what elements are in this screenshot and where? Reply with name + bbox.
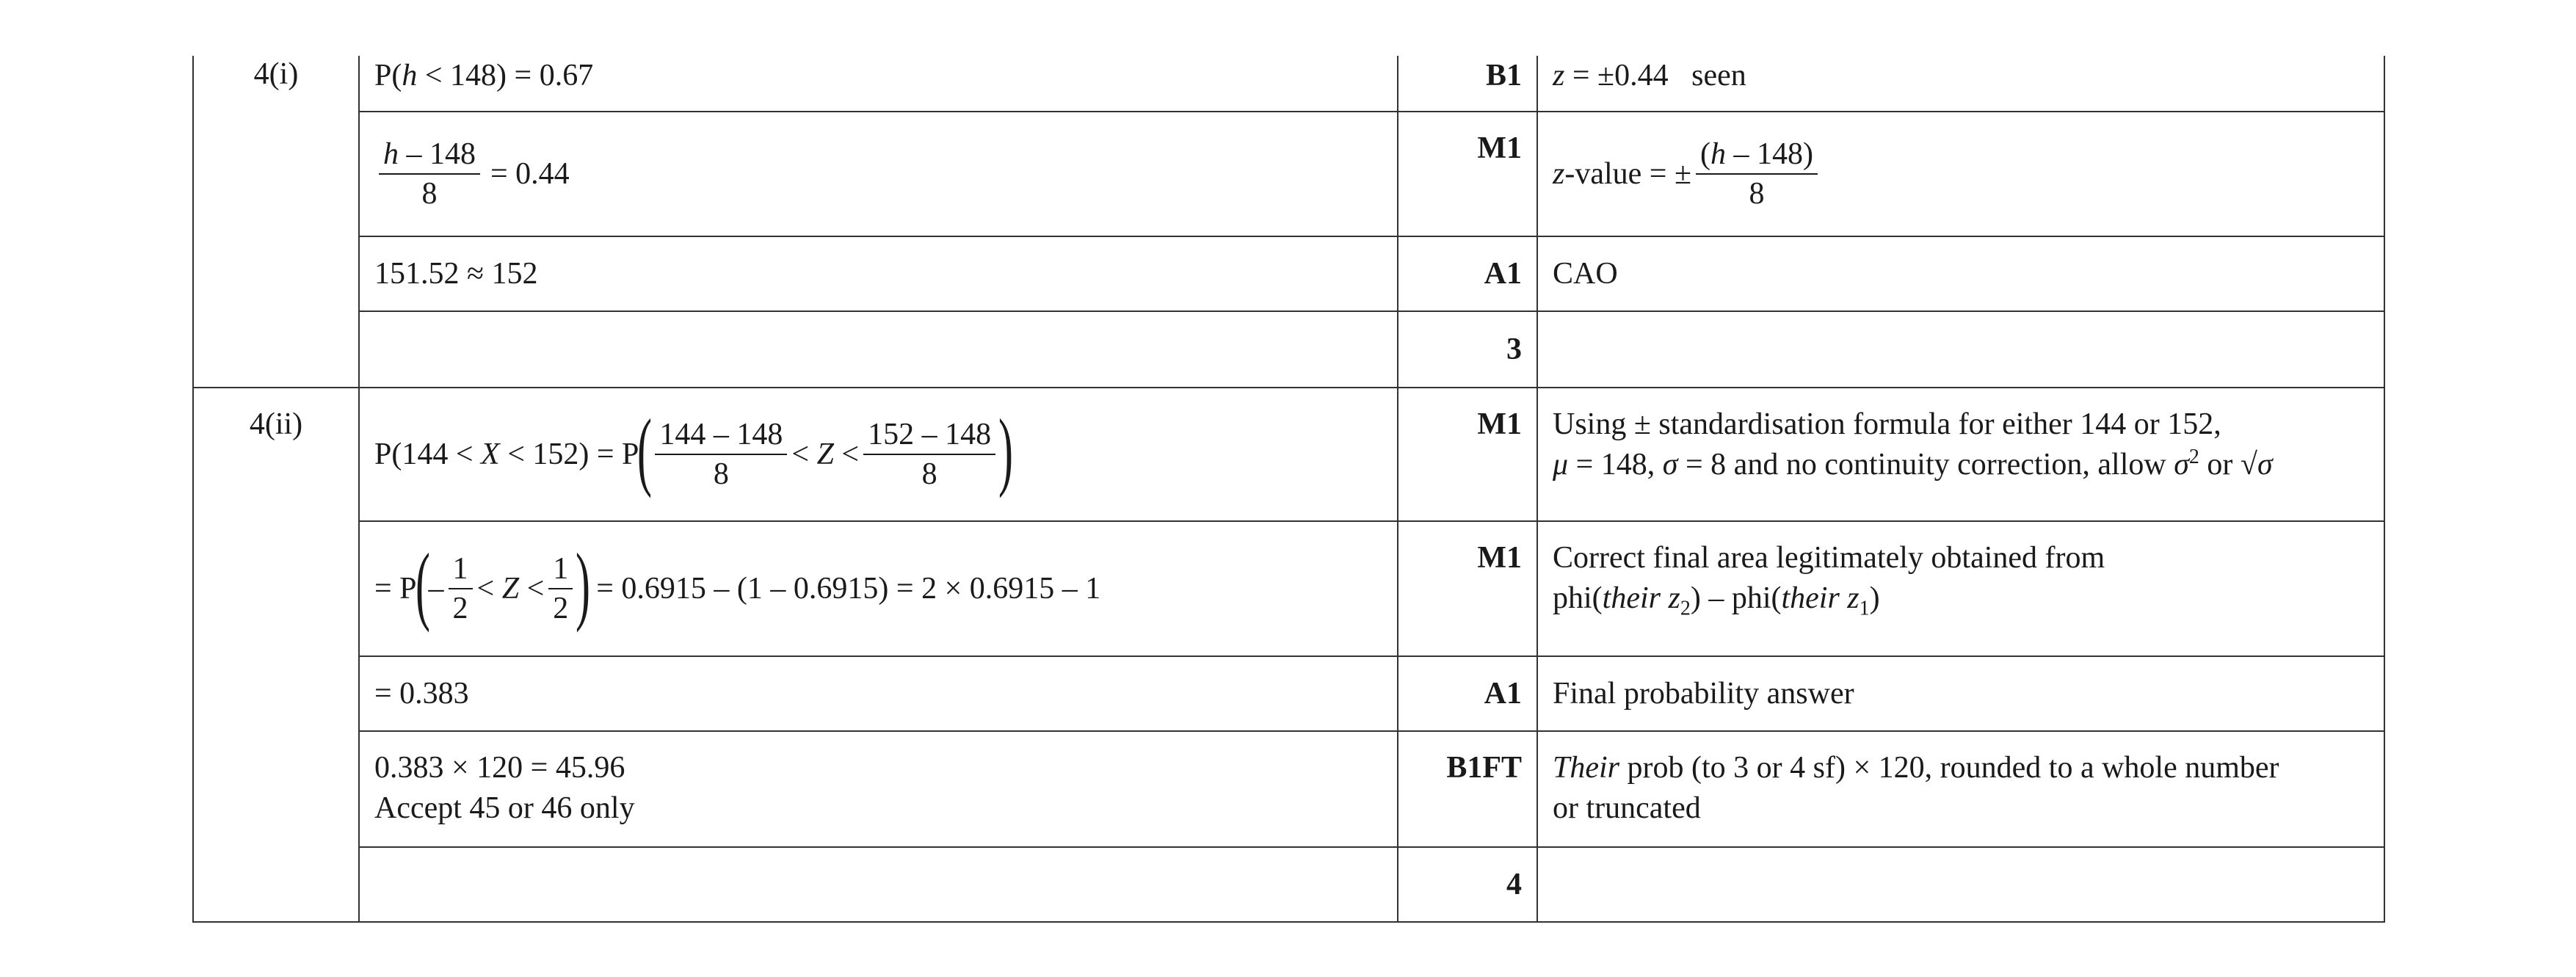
q4i-guid-frac-den: 8 — [1749, 177, 1765, 211]
q4i-answer-3: 151.52 ≈ 152 — [359, 236, 1398, 311]
q4i-total-answer-empty — [359, 311, 1398, 388]
q4i-guidance-1 — [1537, 56, 2384, 112]
q4ii-guidance-1 — [1537, 388, 2384, 521]
q4ii-answer-3: = 0.383 — [359, 656, 1398, 731]
q4ii-mark-1: M1 — [1398, 388, 1537, 521]
q4ii-answer-1 — [359, 388, 1398, 521]
q4ii-r1-frac2-den: 8 — [921, 457, 937, 491]
q4ii-r2-frac2-num: 1 — [548, 551, 573, 589]
q4ii-r1-frac1-num: 144 – 148 — [655, 417, 787, 455]
q4ii-r1-frac1-den: 8 — [713, 457, 729, 491]
q4ii-g1-line2: μ = 148, σ = 8 and no continuity correction, allow $\sigma^2$ or √σ — [1553, 445, 2273, 482]
q4ii-guidance-2 — [1537, 521, 2384, 656]
right-paren: ) — [576, 535, 591, 633]
q4ii-r2-frac2 — [548, 551, 573, 627]
q4ii-total: 4 — [1398, 847, 1537, 922]
q4ii-total-answer-empty — [359, 847, 1398, 922]
q4ii-g4-line2: or truncated — [1553, 791, 1701, 825]
q4ii-total-row — [193, 847, 2384, 922]
q4ii-r2-lhs: = P — [374, 571, 417, 606]
q4ii-r1-frac1 — [655, 417, 787, 493]
q4ii-mark-4: B1FT — [1398, 731, 1537, 847]
q4ii-mark-3: A1 — [1398, 656, 1537, 731]
mark-scheme-table — [192, 56, 2385, 923]
q4i-mark-2: M1 — [1398, 112, 1537, 236]
q4ii-label: 4(ii) — [249, 407, 303, 441]
q4ii-row-1 — [193, 388, 2384, 521]
q4i-fraction — [379, 137, 480, 212]
q4i-mark-1: B1 — [1398, 56, 1537, 112]
q4ii-r1-frac2-num: 152 – 148 — [863, 417, 995, 455]
q4ii-r2-neg: – — [428, 571, 444, 606]
q4ii-r2-frac2-den: 2 — [553, 592, 569, 625]
q4ii-r1-lhs: P(144 < X < 152) = P — [374, 437, 639, 471]
q4ii-mark-2: M1 — [1398, 521, 1537, 656]
q4ii-guidance-4 — [1537, 731, 2384, 847]
q4i-answer-2 — [359, 112, 1398, 236]
q4ii-g1-line1: Using ± standardisation formula for either 144 or 152, — [1553, 407, 2221, 441]
q4ii-g4-line1: Their prob (to 3 or 4 sf) × 120, rounded to a whole number — [1553, 751, 2279, 785]
q4ii-r1-frac2 — [863, 417, 995, 493]
q4ii-total-guidance-empty — [1537, 847, 2384, 922]
q4ii-label-cell — [193, 388, 359, 922]
q4ii-a4-line2: Accept 45 or 46 only — [374, 791, 635, 825]
q4ii-g2-line1: Correct final area legitimately obtained from — [1553, 541, 2105, 575]
q4i-total-guidance-empty — [1537, 311, 2384, 388]
q4ii-r2-frac1-den: 2 — [452, 592, 468, 625]
q4i-guid-prefix: z-value = ± — [1553, 156, 1692, 191]
q4i-label-cell — [193, 56, 359, 388]
q4i-guid-frac-num: (h – 148) — [1696, 137, 1818, 175]
q4i-frac-den: 8 — [421, 177, 438, 211]
q4ii-row-2 — [193, 521, 2384, 656]
q4i-row-1 — [193, 56, 2384, 112]
q4i-row-3 — [193, 236, 2384, 311]
q4i-answer-1 — [359, 56, 1398, 112]
q4ii-guidance-3: Final probability answer — [1537, 656, 2384, 731]
q4ii-r1-mid: < Z < — [791, 437, 860, 471]
q4i-label: 4(i) — [253, 57, 299, 91]
q4i-total: 3 — [1398, 311, 1537, 388]
q4i-guidance-3: CAO — [1537, 236, 2384, 311]
q4i-total-row — [193, 311, 2384, 388]
q4i-guid-fraction — [1696, 137, 1818, 212]
q4ii-g2-line2: phi(their $z_2$) – phi(their $z_1$) — [1553, 581, 1880, 620]
q4ii-row-4 — [193, 731, 2384, 847]
q4i-answer-1-text: P(h < 148) = 0.67 — [374, 59, 594, 92]
q4ii-answer-2 — [359, 521, 1398, 656]
q4i-rhs: = 0.44 — [490, 156, 570, 191]
left-paren: ( — [415, 535, 430, 633]
q4i-row-2 — [193, 112, 2384, 236]
q4ii-r2-frac1-num: 1 — [449, 551, 473, 589]
q4ii-row-3 — [193, 656, 2384, 731]
q4ii-r2-mid: < Z < — [476, 571, 545, 606]
left-paren: ( — [637, 401, 653, 498]
q4ii-r2-rhs: = 0.6915 – (1 – 0.6915) = 2 × 0.6915 – 1 — [596, 571, 1101, 606]
q4ii-r2-frac1 — [449, 551, 473, 627]
q4ii-a4-line1: 0.383 × 120 = 45.96 — [374, 751, 625, 785]
right-paren: ) — [998, 401, 1014, 498]
q4i-mark-3: A1 — [1398, 236, 1537, 311]
q4ii-answer-4 — [359, 731, 1398, 847]
q4i-guidance-1-text: z = ±0.44 seen — [1553, 59, 1746, 92]
q4i-guidance-2 — [1537, 112, 2384, 236]
q4i-frac-num: h – 148 — [379, 137, 480, 175]
